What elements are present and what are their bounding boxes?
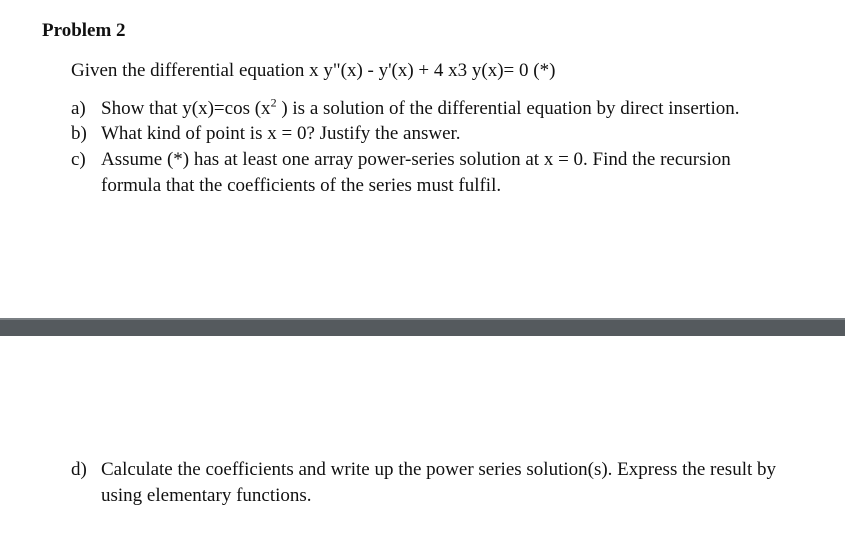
item-marker: b) (71, 123, 87, 144)
item-text: What kind of point is x = 0? Justify the answer. (101, 123, 461, 144)
item-marker: a) (71, 98, 86, 119)
page-separator (0, 318, 845, 336)
list-item-d (71, 457, 801, 509)
superscript: 2 (270, 95, 277, 110)
item-marker: c) (71, 149, 86, 170)
problem-intro: Given the differential equation x y"(x) - y'(x) + 4 x3 y(x)= 0 (*) (71, 60, 556, 81)
list-item-b (71, 121, 801, 147)
item-text-part: Show that y(x)=cos (x (101, 98, 271, 119)
item-text: Calculate the coefficients and write up the power series solution(s). Express the result by using elementary functions. (101, 459, 777, 506)
list-item-a (71, 96, 801, 122)
item-text-part: ) is a solution of the differential equation by direct insertion. (276, 98, 740, 119)
item-marker: d) (71, 459, 87, 480)
item-text (101, 96, 801, 122)
problem-title: Problem 2 (42, 20, 126, 41)
list-item-c (71, 147, 781, 199)
item-text: Assume (*) has at least one array power-series solution at x = 0. Find the recursion formula that the coefficients of the series must fulfil. (101, 149, 731, 196)
